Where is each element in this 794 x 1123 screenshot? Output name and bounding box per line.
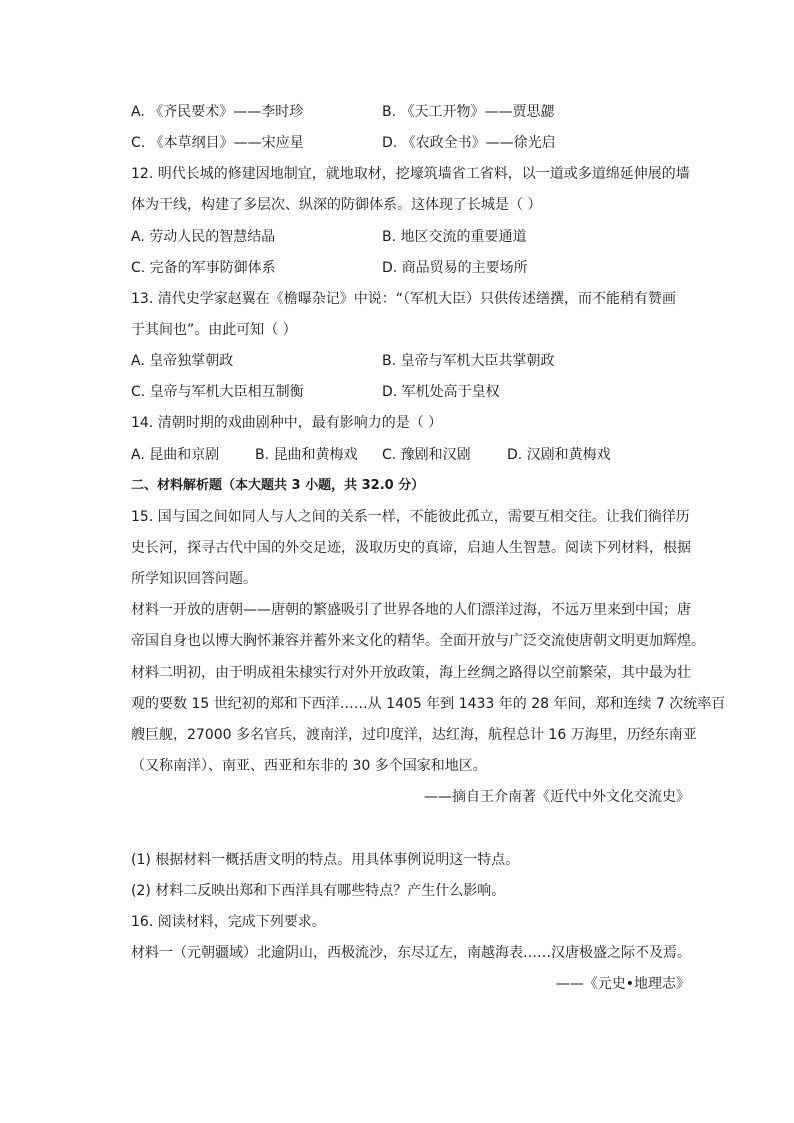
q12-stem-line-1: 12. 明代长城的修建因地制宜，就地取材，挖壕筑墙省工省料，以一道或多道绵延伸展的墙	[131, 166, 690, 182]
q16-source: ——《元史•地理志》	[555, 976, 690, 992]
q13-options-row-1	[131, 351, 555, 371]
q15-material-2-line-2: 观的要数 15 世纪初的郑和下西洋……从 1405 年到 1433 年的 28 年间，郑和连续 7 次统率百	[131, 696, 726, 712]
q11-option-d: D. 《农政全书》——徐光启	[382, 135, 556, 151]
q15-subquestion-2: (2) 材料二反映出郑和下西洋具有哪些特点？产生什么影响。	[131, 883, 506, 899]
q13-option-d: D. 军机处高于皇权	[382, 384, 500, 400]
q13-option-a: A. 皇帝独掌朝政	[131, 353, 234, 369]
q11-option-a: A. 《齐民要术》——李时珍	[131, 104, 304, 120]
section-2-heading: 二、材料解析题（本大题共 3 小题，共 32.0 分）	[131, 478, 425, 493]
q15-subquestion-1: (1) 根据材料一概括唐文明的特点。用具体事例说明这一特点。	[131, 852, 520, 868]
q14-options-row	[131, 445, 611, 465]
q15-material-2-line-1: 材料二明初，由于明成祖朱棣实行对外开放政策，海上丝绸之路得以空前繁荣，其中最为壮	[131, 665, 691, 681]
q12-options-row-2	[131, 258, 528, 278]
q11-options-row-2	[131, 133, 556, 153]
q16-stem: 16. 阅读材料，完成下列要求。	[131, 914, 326, 930]
q12-options-row-1	[131, 227, 527, 247]
q13-stem-line-2: 于其间也”。由此可知（ ）	[131, 322, 297, 338]
q12-option-c: C. 完备的军事防御体系	[131, 260, 276, 276]
q12-stem-line-2: 体为干线，构建了多层次、纵深的防御体系。这体现了长城是（ ）	[131, 197, 542, 213]
q15-material-1-line-2: 帝国自身也以博大胸怀兼容并蓄外来文化的精华。全面开放与广泛交流使唐朝文明更加辉煌。	[131, 633, 705, 649]
q12-option-a: A. 劳动人民的智慧结晶	[131, 229, 276, 245]
q13-option-b: B. 皇帝与军机大臣共掌朝政	[382, 353, 555, 369]
q13-stem-line-1: 13. 清代史学家赵翼在《檐曝杂记》中说：“（军机大臣）只供传述缮撰，而不能稍有赞画	[131, 291, 676, 307]
q15-material-1-line-1: 材料一开放的唐朝——唐朝的繁盛吸引了世界各地的人们漂洋过海，不远万里来到中国；唐	[131, 602, 691, 618]
q15-stem-line-3: 所学知识回答问题。	[131, 571, 257, 587]
q12-option-d: D. 商品贸易的主要场所	[382, 260, 528, 276]
q14-option-b: B. 昆曲和黄梅戏	[255, 447, 358, 463]
q15-stem-line-1: 15. 国与国之间如同人与人之间的关系一样，不能彼此孤立，需要互相交往。让我们徜徉历	[131, 509, 690, 525]
q14-option-a: A. 昆曲和京剧	[131, 447, 220, 463]
q11-options-row-1	[131, 102, 555, 122]
q13-options-row-2	[131, 382, 500, 402]
q15-stem-line-2: 史长河，探寻古代中国的外交足迹，汲取历史的真谛，启迪人生智慧。阅读下列材料，根据	[131, 540, 691, 556]
q14-stem: 14. 清朝时期的戏曲剧种中，最有影响力的是（ ）	[131, 415, 443, 431]
q15-material-2-line-4: （又称南洋）、南亚、西亚和东非的 30 多个国家和地区。	[131, 758, 487, 774]
q15-material-2-line-3: 艘巨舰，27000 多名官兵，渡南洋，过印度洋，达红海，航程总计 16 万海里，历经东南亚	[131, 727, 697, 743]
q11-option-c: C. 《本草纲目》——宋应星	[131, 135, 304, 151]
q16-material-1: 材料一（元朝疆域）北逾阴山，西极流沙，东尽辽左，南越海表……汉唐极盛之际不及焉。	[131, 945, 691, 961]
q13-option-c: C. 皇帝与军机大臣相互制衡	[131, 384, 304, 400]
q12-option-b: B. 地区交流的重要通道	[382, 229, 527, 245]
q14-option-c: C. 豫剧和汉剧	[382, 447, 471, 463]
q11-option-b: B. 《天工开物》——贾思勰	[382, 104, 555, 120]
q15-source: ——摘自王介南著《近代中外文化交流史》	[424, 789, 690, 805]
q14-option-d: D. 汉剧和黄梅戏	[507, 447, 611, 463]
